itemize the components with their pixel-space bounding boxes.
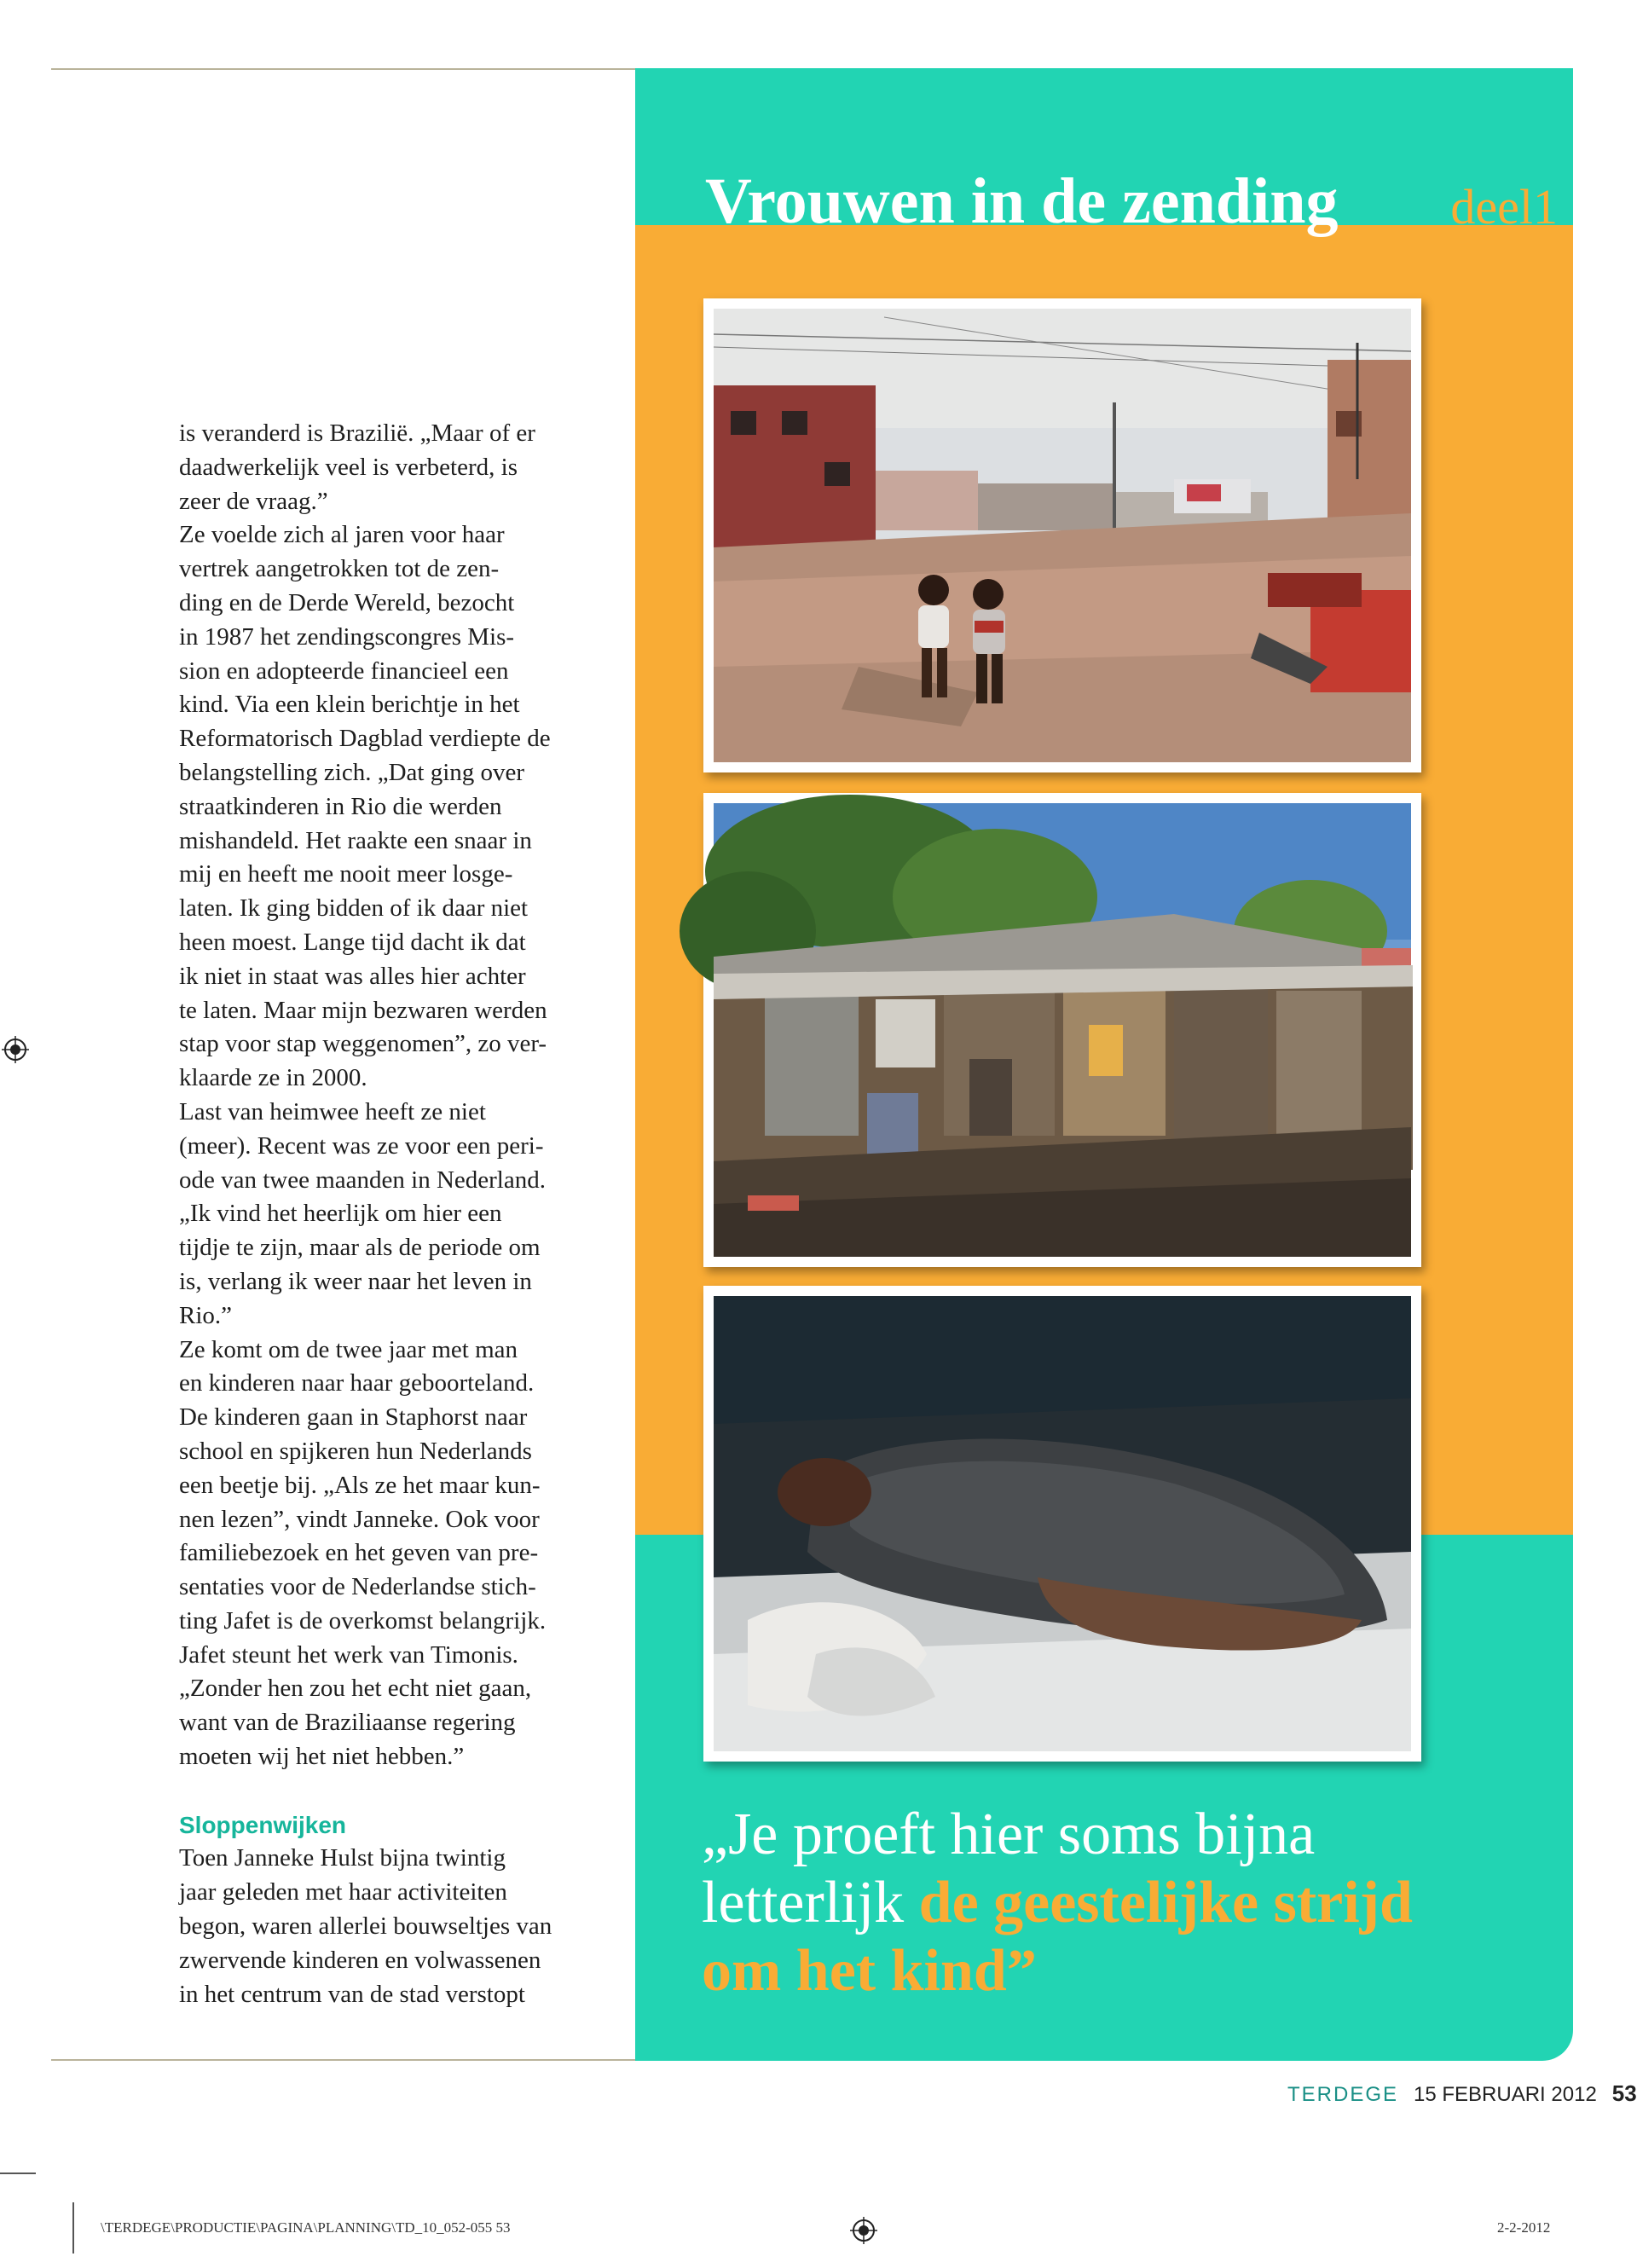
text-line: kind. Via een klein berichtje in het bbox=[179, 691, 520, 719]
paragraph-5 bbox=[179, 1842, 605, 2011]
street-children-photo bbox=[714, 309, 1411, 762]
text-line: mishandeld. Het raakte een snaar in bbox=[179, 826, 532, 854]
text-line: daadwerkelijk veel is verbeterd, is bbox=[179, 453, 518, 481]
text-line: „Ik vind het heerlijk om hier een bbox=[179, 1200, 502, 1228]
text-line: sion en adopteerde financieel een bbox=[179, 657, 509, 685]
text-line: zwervende kinderen en volwassenen bbox=[179, 1946, 541, 1974]
text-line: heen moest. Lange tijd dacht ik dat bbox=[179, 928, 526, 956]
text-line: „Zonder hen zou het echt niet gaan, bbox=[179, 1675, 532, 1703]
text-line: tijdje te zijn, maar als de periode om bbox=[179, 1234, 541, 1262]
top-rule bbox=[51, 68, 635, 70]
text-line: te laten. Maar mijn bezwaren werden bbox=[179, 996, 547, 1024]
quote-line-2 bbox=[702, 1869, 1554, 1937]
text-line: nen lezen”, vindt Janneke. Ook voor bbox=[179, 1505, 540, 1533]
quote-highlight-2: om het kind” bbox=[702, 1938, 1037, 2004]
series-title: Vrouwen in de zending bbox=[705, 165, 1339, 237]
quote-line-2-plain: letterlijk bbox=[702, 1870, 919, 1935]
text-line: ting Jafet is de overkomst belangrijk. bbox=[179, 1606, 547, 1634]
text-line: is veranderd is Brazilië. „Maar of er bbox=[179, 419, 535, 447]
text-line: familiebezoek en het geven van pre- bbox=[179, 1539, 539, 1567]
article-column bbox=[179, 417, 605, 2011]
registration-mark-icon bbox=[850, 2217, 877, 2244]
text-line: sentaties voor de Nederlandse stich- bbox=[179, 1573, 536, 1601]
bottom-rule bbox=[51, 2059, 635, 2061]
text-line: want van de Braziliaanse regering bbox=[179, 1709, 516, 1737]
pull-quote bbox=[702, 1801, 1554, 2005]
crop-mark-vertical bbox=[72, 2202, 74, 2254]
sleeping-person-photo bbox=[714, 1296, 1411, 1751]
paragraph-2 bbox=[179, 518, 605, 1096]
text-line: jaar geleden met haar activiteiten bbox=[179, 1878, 507, 1906]
quote-line-1: „Je proeft hier soms bijna bbox=[702, 1802, 1316, 1867]
text-line: moeten wij het niet hebben.” bbox=[179, 1743, 465, 1771]
slum-shacks-photo bbox=[714, 803, 1411, 1257]
text-line: Reformatorisch Dagblad verdiepte de bbox=[179, 725, 551, 753]
text-line: ding en de Derde Wereld, bezocht bbox=[179, 588, 515, 616]
text-line: in 1987 het zendingscongres Mis- bbox=[179, 622, 515, 651]
photo-slum-shacks bbox=[703, 793, 1421, 1267]
paragraph-1 bbox=[179, 417, 605, 518]
text-line: begon, waren allerlei bouwseltjes van bbox=[179, 1912, 552, 1941]
text-line: belangstelling zich. „Dat ging over bbox=[179, 758, 525, 786]
paragraph-gap bbox=[179, 1774, 605, 1808]
text-line: (meer). Recent was ze voor een peri- bbox=[179, 1131, 544, 1160]
crop-mark-horizontal bbox=[0, 2173, 36, 2174]
print-slug-date: 2-2-2012 bbox=[1497, 2219, 1551, 2236]
series-panel bbox=[635, 68, 1573, 2061]
text-line: vertrek aangetrokken tot de zen- bbox=[179, 555, 500, 583]
quote-highlight-1: de geestelijke strijd bbox=[918, 1870, 1413, 1935]
text-line: straatkinderen in Rio die werden bbox=[179, 792, 502, 820]
text-line: Jafet steunt het werk van Timonis. bbox=[179, 1640, 518, 1669]
photo-sleeping-person bbox=[703, 1286, 1421, 1762]
series-part: deel1 bbox=[1450, 179, 1558, 234]
text-line: ode van twee maanden in Nederland. bbox=[179, 1166, 546, 1194]
photo-street-children bbox=[703, 298, 1421, 772]
text-line: Ze voelde zich al jaren voor haar bbox=[179, 521, 505, 549]
page-number: 53 bbox=[1611, 2080, 1637, 2106]
print-slug-path: \TERDEGE\PRODUCTIE\PAGINA\PLANNING\TD_10_052-055 53 bbox=[101, 2219, 511, 2236]
text-line: een beetje bij. „Als ze het maar kun- bbox=[179, 1471, 541, 1499]
subheading: Sloppenwijken bbox=[179, 1811, 347, 1838]
paragraph-3 bbox=[179, 1096, 605, 1334]
text-line: in het centrum van de stad verstopt bbox=[179, 1980, 525, 2008]
text-line: en kinderen naar haar geboorteland. bbox=[179, 1369, 535, 1397]
paragraph-4 bbox=[179, 1334, 605, 1774]
text-line: ik niet in staat was alles hier achter bbox=[179, 962, 526, 990]
issue-date: 15 FEBRUARI 2012 bbox=[1414, 2083, 1597, 2106]
magazine-name: TERDEGE bbox=[1287, 2083, 1399, 2106]
text-line: De kinderen gaan in Staphorst naar bbox=[179, 1403, 528, 1432]
registration-mark-icon bbox=[2, 1036, 29, 1063]
page-footer bbox=[1287, 2080, 1637, 2107]
text-line: stap voor stap weggenomen”, zo ver- bbox=[179, 1030, 547, 1058]
text-line: Last van heimwee heeft ze niet bbox=[179, 1097, 486, 1125]
text-line: Toen Janneke Hulst bijna twintig bbox=[179, 1844, 506, 1872]
text-line: is, verlang ik weer naar het leven in bbox=[179, 1267, 532, 1295]
text-line: laten. Ik ging bidden of ik daar niet bbox=[179, 894, 529, 923]
text-line: klaarde ze in 2000. bbox=[179, 1064, 367, 1092]
text-line: Rio.” bbox=[179, 1301, 233, 1329]
text-line: mij en heeft me nooit meer losge- bbox=[179, 860, 513, 888]
text-line: zeer de vraag.” bbox=[179, 487, 328, 515]
text-line: Ze komt om de twee jaar met man bbox=[179, 1335, 518, 1363]
text-line: school en spijkeren hun Nederlands bbox=[179, 1437, 532, 1465]
